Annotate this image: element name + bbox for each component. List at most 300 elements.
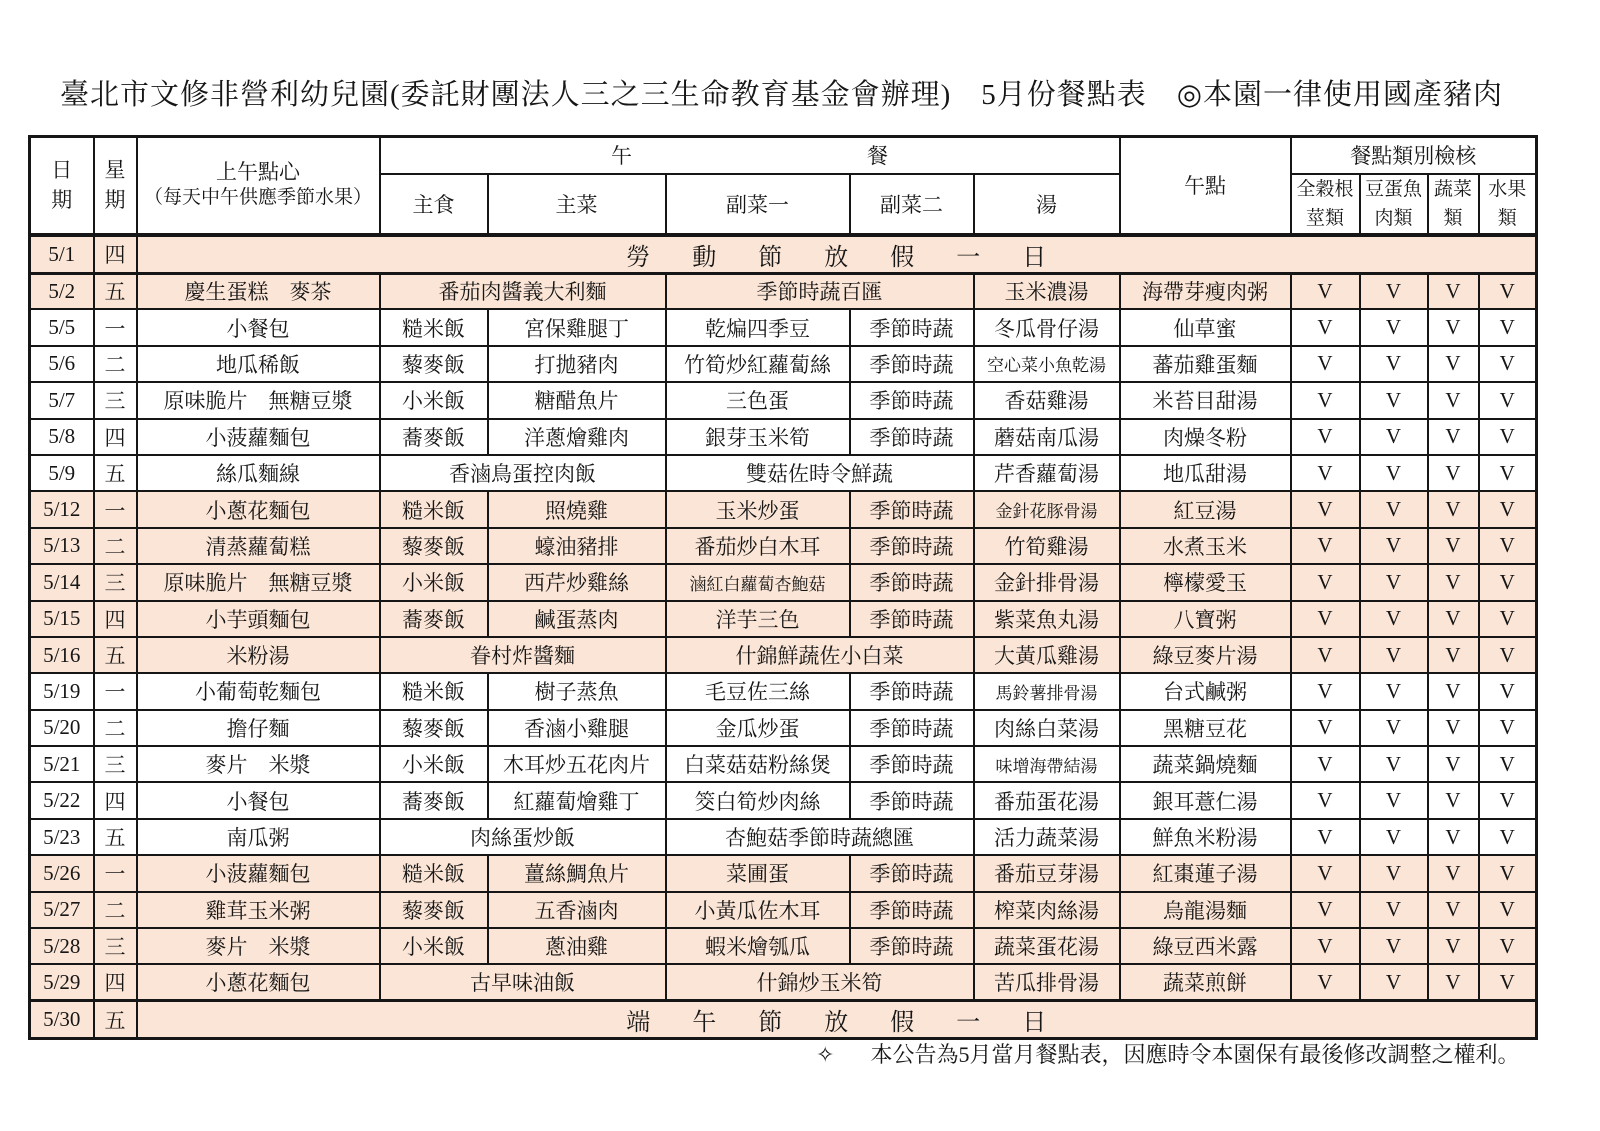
check-mark-cell: V [1479,746,1537,782]
soup-cell: 榨菜肉絲湯 [974,892,1120,928]
soup-cell: 玉米濃湯 [974,273,1120,309]
menu-table [28,135,1538,1040]
check-mark-cell: V [1479,528,1537,564]
header-date: 日 期 [30,137,94,235]
staple-cell: 糙米飯 [380,491,488,527]
main-dish-cell: 樹子蒸魚 [488,673,666,709]
check-mark-cell: V [1291,746,1360,782]
afternoon-snack-cell: 蔬菜煎餅 [1120,964,1291,1000]
check-mark-cell: V [1428,382,1479,418]
header-side-dish-2: 副菜二 [850,174,974,235]
check-mark-cell: V [1291,382,1360,418]
afternoon-snack-cell: 紅棗蓮子湯 [1120,855,1291,891]
menu-row [30,382,1537,418]
side-dish-1-cell: 番茄炒白木耳 [666,528,850,564]
morning-snack-cell: 小蔥花麵包 [137,964,380,1000]
staple-cell: 糙米飯 [380,673,488,709]
header-main-dish: 主菜 [488,174,666,235]
afternoon-snack-cell: 綠豆麥片湯 [1120,637,1291,673]
date-cell: 5/16 [30,637,94,673]
staple-cell: 小米飯 [380,746,488,782]
check-mark-cell: V [1291,564,1360,600]
check-mark-cell: V [1360,892,1428,928]
check-mark-cell: V [1428,746,1479,782]
check-mark-cell: V [1428,419,1479,455]
side-dish-2-cell: 季節時蔬 [850,892,974,928]
soup-cell: 金針排骨湯 [974,564,1120,600]
side-dish-1-cell: 筊白筍炒肉絲 [666,782,850,818]
holiday-cell: 勞動節放假一日 [137,235,1537,274]
check-mark-cell: V [1291,528,1360,564]
check-mark-cell: V [1360,491,1428,527]
sides-combined-cell: 杏鮑菇季節時蔬總匯 [666,819,974,855]
main-dish-cell: 打拋豬肉 [488,346,666,382]
check-mark-cell: V [1428,528,1479,564]
check-mark-cell: V [1479,928,1537,964]
check-mark-cell: V [1360,673,1428,709]
check-mark-cell: V [1479,491,1537,527]
soup-cell: 空心菜小魚乾湯 [974,346,1120,382]
staple-main-combined-cell: 番茄肉醬義大利麵 [380,273,666,309]
check-mark-cell: V [1360,855,1428,891]
side-dish-2-cell: 季節時蔬 [850,491,974,527]
check-mark-cell: V [1479,855,1537,891]
check-mark-cell: V [1360,273,1428,309]
morning-snack-cell: 原味脆片 無糖豆漿 [137,564,380,600]
soup-cell: 番茄豆芽湯 [974,855,1120,891]
afternoon-snack-cell: 黑糖豆花 [1120,710,1291,746]
side-dish-1-cell: 白菜菇菇粉絲煲 [666,746,850,782]
afternoon-snack-cell: 烏龍湯麵 [1120,892,1291,928]
menu-row [30,346,1537,382]
menu-row [30,673,1537,709]
menu-row [30,528,1537,564]
weekday-cell: 一 [94,855,137,891]
check-mark-cell: V [1428,309,1479,345]
weekday-cell: 二 [94,892,137,928]
main-dish-cell: 香滷小雞腿 [488,710,666,746]
side-dish-1-cell: 玉米炒蛋 [666,491,850,527]
soup-cell: 蘑菇南瓜湯 [974,419,1120,455]
menu-row [30,892,1537,928]
check-mark-cell: V [1428,491,1479,527]
soup-cell: 大黃瓜雞湯 [974,637,1120,673]
main-dish-cell: 照燒雞 [488,491,666,527]
check-mark-cell: V [1428,601,1479,637]
soup-cell: 蔬菜蛋花湯 [974,928,1120,964]
date-cell: 5/6 [30,346,94,382]
header-check-fruit: 水果 類 [1479,174,1537,235]
side-dish-2-cell: 季節時蔬 [850,710,974,746]
staple-cell: 糙米飯 [380,855,488,891]
morning-snack-cell: 雞茸玉米粥 [137,892,380,928]
main-dish-cell: 木耳炒五花肉片 [488,746,666,782]
check-mark-cell: V [1479,419,1537,455]
table-header [30,137,1537,235]
menu-row [30,819,1537,855]
date-cell: 5/30 [30,1001,94,1039]
header-afternoon-snack: 午點 [1120,137,1291,235]
check-mark-cell: V [1360,382,1428,418]
side-dish-2-cell: 季節時蔬 [850,928,974,964]
sides-combined-cell: 季節時蔬百匯 [666,273,974,309]
check-mark-cell: V [1428,564,1479,600]
side-dish-1-cell: 金瓜炒蛋 [666,710,850,746]
check-mark-cell: V [1291,419,1360,455]
main-dish-cell: 糖醋魚片 [488,382,666,418]
date-cell: 5/7 [30,382,94,418]
menu-row [30,928,1537,964]
staple-cell: 蕎麥飯 [380,601,488,637]
side-dish-2-cell: 季節時蔬 [850,309,974,345]
morning-snack-cell: 小芋頭麵包 [137,601,380,637]
side-dish-2-cell: 季節時蔬 [850,382,974,418]
morning-snack-cell: 原味脆片 無糖豆漿 [137,382,380,418]
check-mark-cell: V [1428,855,1479,891]
header-check-grains: 全穀根 莖類 [1291,174,1360,235]
staple-cell: 小米飯 [380,382,488,418]
menu-row [30,491,1537,527]
weekday-cell: 五 [94,1001,137,1039]
holiday-cell: 端午節放假一日 [137,1001,1537,1039]
weekday-cell: 五 [94,637,137,673]
side-dish-2-cell: 季節時蔬 [850,528,974,564]
main-dish-cell: 紅蘿蔔燴雞丁 [488,782,666,818]
check-mark-cell: V [1291,855,1360,891]
holiday-row [30,1001,1537,1039]
soup-cell: 味增海帶結湯 [974,746,1120,782]
header-check-protein: 豆蛋魚 肉類 [1360,174,1428,235]
side-dish-1-cell: 小黃瓜佐木耳 [666,892,850,928]
side-dish-2-cell: 季節時蔬 [850,419,974,455]
check-mark-cell: V [1291,601,1360,637]
date-cell: 5/22 [30,782,94,818]
menu-row [30,309,1537,345]
menu-table-body [30,235,1537,1039]
check-mark-cell: V [1428,782,1479,818]
side-dish-2-cell: 季節時蔬 [850,346,974,382]
weekday-cell: 四 [94,964,137,1000]
date-cell: 5/20 [30,710,94,746]
menu-row [30,637,1537,673]
side-dish-2-cell: 季節時蔬 [850,782,974,818]
morning-snack-cell: 慶生蛋糕 麥茶 [137,273,380,309]
side-dish-1-cell: 毛豆佐三絲 [666,673,850,709]
check-mark-cell: V [1360,819,1428,855]
check-mark-cell: V [1360,528,1428,564]
date-cell: 5/2 [30,273,94,309]
main-dish-cell: 鹹蛋蒸肉 [488,601,666,637]
morning-snack-cell: 麥片 米漿 [137,746,380,782]
weekday-cell: 五 [94,819,137,855]
footnote [816,1038,1519,1069]
afternoon-snack-cell: 檸檬愛玉 [1120,564,1291,600]
check-mark-cell: V [1479,601,1537,637]
afternoon-snack-cell: 仙草蜜 [1120,309,1291,345]
staple-main-combined-cell: 肉絲蛋炒飯 [380,819,666,855]
check-mark-cell: V [1428,637,1479,673]
check-mark-cell: V [1360,746,1428,782]
menu-row [30,710,1537,746]
staple-main-combined-cell: 香滷鳥蛋控肉飯 [380,455,666,491]
check-mark-cell: V [1291,346,1360,382]
check-mark-cell: V [1360,455,1428,491]
side-dish-1-cell: 蝦米燴瓠瓜 [666,928,850,964]
date-cell: 5/29 [30,964,94,1000]
check-mark-cell: V [1428,819,1479,855]
check-mark-cell: V [1291,710,1360,746]
check-mark-cell: V [1428,673,1479,709]
weekday-cell: 四 [94,419,137,455]
check-mark-cell: V [1360,601,1428,637]
morning-snack-cell: 米粉湯 [137,637,380,673]
date-cell: 5/9 [30,455,94,491]
morning-snack-cell: 南瓜粥 [137,819,380,855]
sides-combined-cell: 什錦鮮蔬佐小白菜 [666,637,974,673]
soup-cell: 竹筍雞湯 [974,528,1120,564]
soup-cell: 香菇雞湯 [974,382,1120,418]
morning-snack-cell: 小蔥花麵包 [137,491,380,527]
menu-row [30,419,1537,455]
morning-snack-cell: 絲瓜麵線 [137,455,380,491]
main-dish-cell: 宮保雞腿丁 [488,309,666,345]
menu-row [30,855,1537,891]
header-soup: 湯 [974,174,1120,235]
date-cell: 5/14 [30,564,94,600]
check-mark-cell: V [1479,273,1537,309]
side-dish-2-cell: 季節時蔬 [850,601,974,637]
check-mark-cell: V [1291,928,1360,964]
staple-cell: 小米飯 [380,564,488,600]
footnote-text: 本公告為5月當月餐點表，因應時令本園保有最後修改調整之權利。 [870,1042,1520,1067]
menu-row [30,746,1537,782]
soup-cell: 馬鈴薯排骨湯 [974,673,1120,709]
side-dish-2-cell: 季節時蔬 [850,746,974,782]
check-mark-cell: V [1360,928,1428,964]
morning-snack-cell: 擔仔麵 [137,710,380,746]
weekday-cell: 三 [94,746,137,782]
date-cell: 5/15 [30,601,94,637]
side-dish-2-cell: 季節時蔬 [850,673,974,709]
check-mark-cell: V [1479,637,1537,673]
weekday-cell: 三 [94,382,137,418]
date-cell: 5/5 [30,309,94,345]
side-dish-2-cell: 季節時蔬 [850,564,974,600]
date-cell: 5/28 [30,928,94,964]
weekday-cell: 一 [94,309,137,345]
morning-snack-cell: 小餐包 [137,782,380,818]
side-dish-1-cell: 竹筍炒紅蘿蔔絲 [666,346,850,382]
morning-snack-cell: 小菠蘿麵包 [137,419,380,455]
afternoon-snack-cell: 鮮魚米粉湯 [1120,819,1291,855]
check-mark-cell: V [1291,819,1360,855]
check-mark-cell: V [1291,273,1360,309]
date-cell: 5/19 [30,673,94,709]
afternoon-snack-cell: 台式鹹粥 [1120,673,1291,709]
sides-combined-cell: 雙菇佐時令鮮蔬 [666,455,974,491]
check-mark-cell: V [1479,309,1537,345]
side-dish-2-cell: 季節時蔬 [850,855,974,891]
main-dish-cell: 蠔油豬排 [488,528,666,564]
afternoon-snack-cell: 紅豆湯 [1120,491,1291,527]
check-mark-cell: V [1360,346,1428,382]
header-morning-snack: 上午點心 （每天中午供應季節水果） [137,137,380,235]
weekday-cell: 五 [94,455,137,491]
check-mark-cell: V [1360,964,1428,1000]
sides-combined-cell: 什錦炒玉米筍 [666,964,974,1000]
check-mark-cell: V [1428,892,1479,928]
check-mark-cell: V [1479,455,1537,491]
check-mark-cell: V [1291,455,1360,491]
side-dish-1-cell: 滷紅白蘿蔔杏鮑菇 [666,564,850,600]
morning-snack-cell: 麥片 米漿 [137,928,380,964]
side-dish-1-cell: 乾煸四季豆 [666,309,850,345]
weekday-cell: 五 [94,273,137,309]
check-mark-cell: V [1291,673,1360,709]
date-cell: 5/8 [30,419,94,455]
check-mark-cell: V [1479,564,1537,600]
afternoon-snack-cell: 蔬菜鍋燒麵 [1120,746,1291,782]
check-mark-cell: V [1428,964,1479,1000]
check-mark-cell: V [1291,964,1360,1000]
check-mark-cell: V [1479,673,1537,709]
morning-snack-cell: 清蒸蘿蔔糕 [137,528,380,564]
check-mark-cell: V [1479,782,1537,818]
staple-cell: 藜麥飯 [380,528,488,564]
soup-cell: 番茄蛋花湯 [974,782,1120,818]
check-mark-cell: V [1479,710,1537,746]
afternoon-snack-cell: 八寶粥 [1120,601,1291,637]
check-mark-cell: V [1479,382,1537,418]
side-dish-1-cell: 三色蛋 [666,382,850,418]
check-mark-cell: V [1479,964,1537,1000]
main-dish-cell: 薑絲鯛魚片 [488,855,666,891]
morning-snack-cell: 小葡萄乾麵包 [137,673,380,709]
main-dish-cell: 洋蔥燴雞肉 [488,419,666,455]
side-dish-1-cell: 洋芋三色 [666,601,850,637]
soup-cell: 活力蔬菜湯 [974,819,1120,855]
weekday-cell: 四 [94,235,137,274]
date-cell: 5/26 [30,855,94,891]
check-mark-cell: V [1479,892,1537,928]
menu-row [30,601,1537,637]
check-mark-cell: V [1360,309,1428,345]
date-cell: 5/1 [30,235,94,274]
check-mark-cell: V [1428,710,1479,746]
weekday-cell: 二 [94,710,137,746]
soup-cell: 芹香蘿蔔湯 [974,455,1120,491]
afternoon-snack-cell: 米苔目甜湯 [1120,382,1291,418]
check-mark-cell: V [1479,819,1537,855]
afternoon-snack-cell: 銀耳薏仁湯 [1120,782,1291,818]
header-check-vegetable: 蔬菜 類 [1428,174,1479,235]
staple-cell: 蕎麥飯 [380,782,488,818]
check-mark-cell: V [1291,309,1360,345]
main-dish-cell: 五香滷肉 [488,892,666,928]
side-dish-1-cell: 銀芽玉米筍 [666,419,850,455]
morning-snack-cell: 地瓜稀飯 [137,346,380,382]
soup-cell: 肉絲白菜湯 [974,710,1120,746]
date-cell: 5/12 [30,491,94,527]
staple-cell: 小米飯 [380,928,488,964]
weekday-cell: 二 [94,346,137,382]
weekday-cell: 一 [94,491,137,527]
soup-cell: 金針花豚骨湯 [974,491,1120,527]
check-mark-cell: V [1291,491,1360,527]
check-mark-cell: V [1428,928,1479,964]
date-cell: 5/23 [30,819,94,855]
staple-cell: 蕎麥飯 [380,419,488,455]
header-check-title: 餐點類別檢核 [1291,137,1537,174]
header-weekday: 星 期 [94,137,137,235]
check-mark-cell: V [1291,637,1360,673]
staple-main-combined-cell: 眷村炸醬麵 [380,637,666,673]
weekday-cell: 三 [94,564,137,600]
check-mark-cell: V [1360,637,1428,673]
page-title: 臺北市文修非營利幼兒園(委託財團法人三之三生命教育基金會辦理) 5月份餐點表 ◎本園一律使用國產豬肉 [59,79,1504,111]
check-mark-cell: V [1360,710,1428,746]
staple-cell: 藜麥飯 [380,346,488,382]
date-cell: 5/27 [30,892,94,928]
weekday-cell: 四 [94,601,137,637]
staple-cell: 藜麥飯 [380,892,488,928]
check-mark-cell: V [1479,346,1537,382]
header-staple: 主食 [380,174,488,235]
afternoon-snack-cell: 水煮玉米 [1120,528,1291,564]
menu-row [30,273,1537,309]
check-mark-cell: V [1360,419,1428,455]
weekday-cell: 二 [94,528,137,564]
afternoon-snack-cell: 肉燥冬粉 [1120,419,1291,455]
menu-row [30,564,1537,600]
main-dish-cell: 西芹炒雞絲 [488,564,666,600]
morning-snack-cell: 小菠蘿麵包 [137,855,380,891]
side-dish-1-cell: 菜圃蛋 [666,855,850,891]
holiday-row [30,235,1537,274]
menu-row [30,964,1537,1000]
menu-row [30,782,1537,818]
afternoon-snack-cell: 海帶芽瘦肉粥 [1120,273,1291,309]
morning-snack-cell: 小餐包 [137,309,380,345]
check-mark-cell: V [1428,346,1479,382]
date-cell: 5/21 [30,746,94,782]
check-mark-cell: V [1428,455,1479,491]
afternoon-snack-cell: 地瓜甜湯 [1120,455,1291,491]
weekday-cell: 三 [94,928,137,964]
afternoon-snack-cell: 蕃茄雞蛋麵 [1120,346,1291,382]
check-mark-cell: V [1428,273,1479,309]
check-mark-cell: V [1360,564,1428,600]
main-dish-cell: 蔥油雞 [488,928,666,964]
menu-row [30,455,1537,491]
staple-cell: 糙米飯 [380,309,488,345]
weekday-cell: 四 [94,782,137,818]
check-mark-cell: V [1291,782,1360,818]
staple-main-combined-cell: 古早味油飯 [380,964,666,1000]
soup-cell: 紫菜魚丸湯 [974,601,1120,637]
soup-cell: 苦瓜排骨湯 [974,964,1120,1000]
header-lunch: 午 餐 [380,137,1120,174]
soup-cell: 冬瓜骨仔湯 [974,309,1120,345]
check-mark-cell: V [1291,892,1360,928]
check-mark-cell: V [1360,782,1428,818]
header-side-dish-1: 副菜一 [666,174,850,235]
afternoon-snack-cell: 綠豆西米露 [1120,928,1291,964]
weekday-cell: 一 [94,673,137,709]
date-cell: 5/13 [30,528,94,564]
staple-cell: 藜麥飯 [380,710,488,746]
footnote-diamond-icon: ✧ [816,1042,835,1067]
